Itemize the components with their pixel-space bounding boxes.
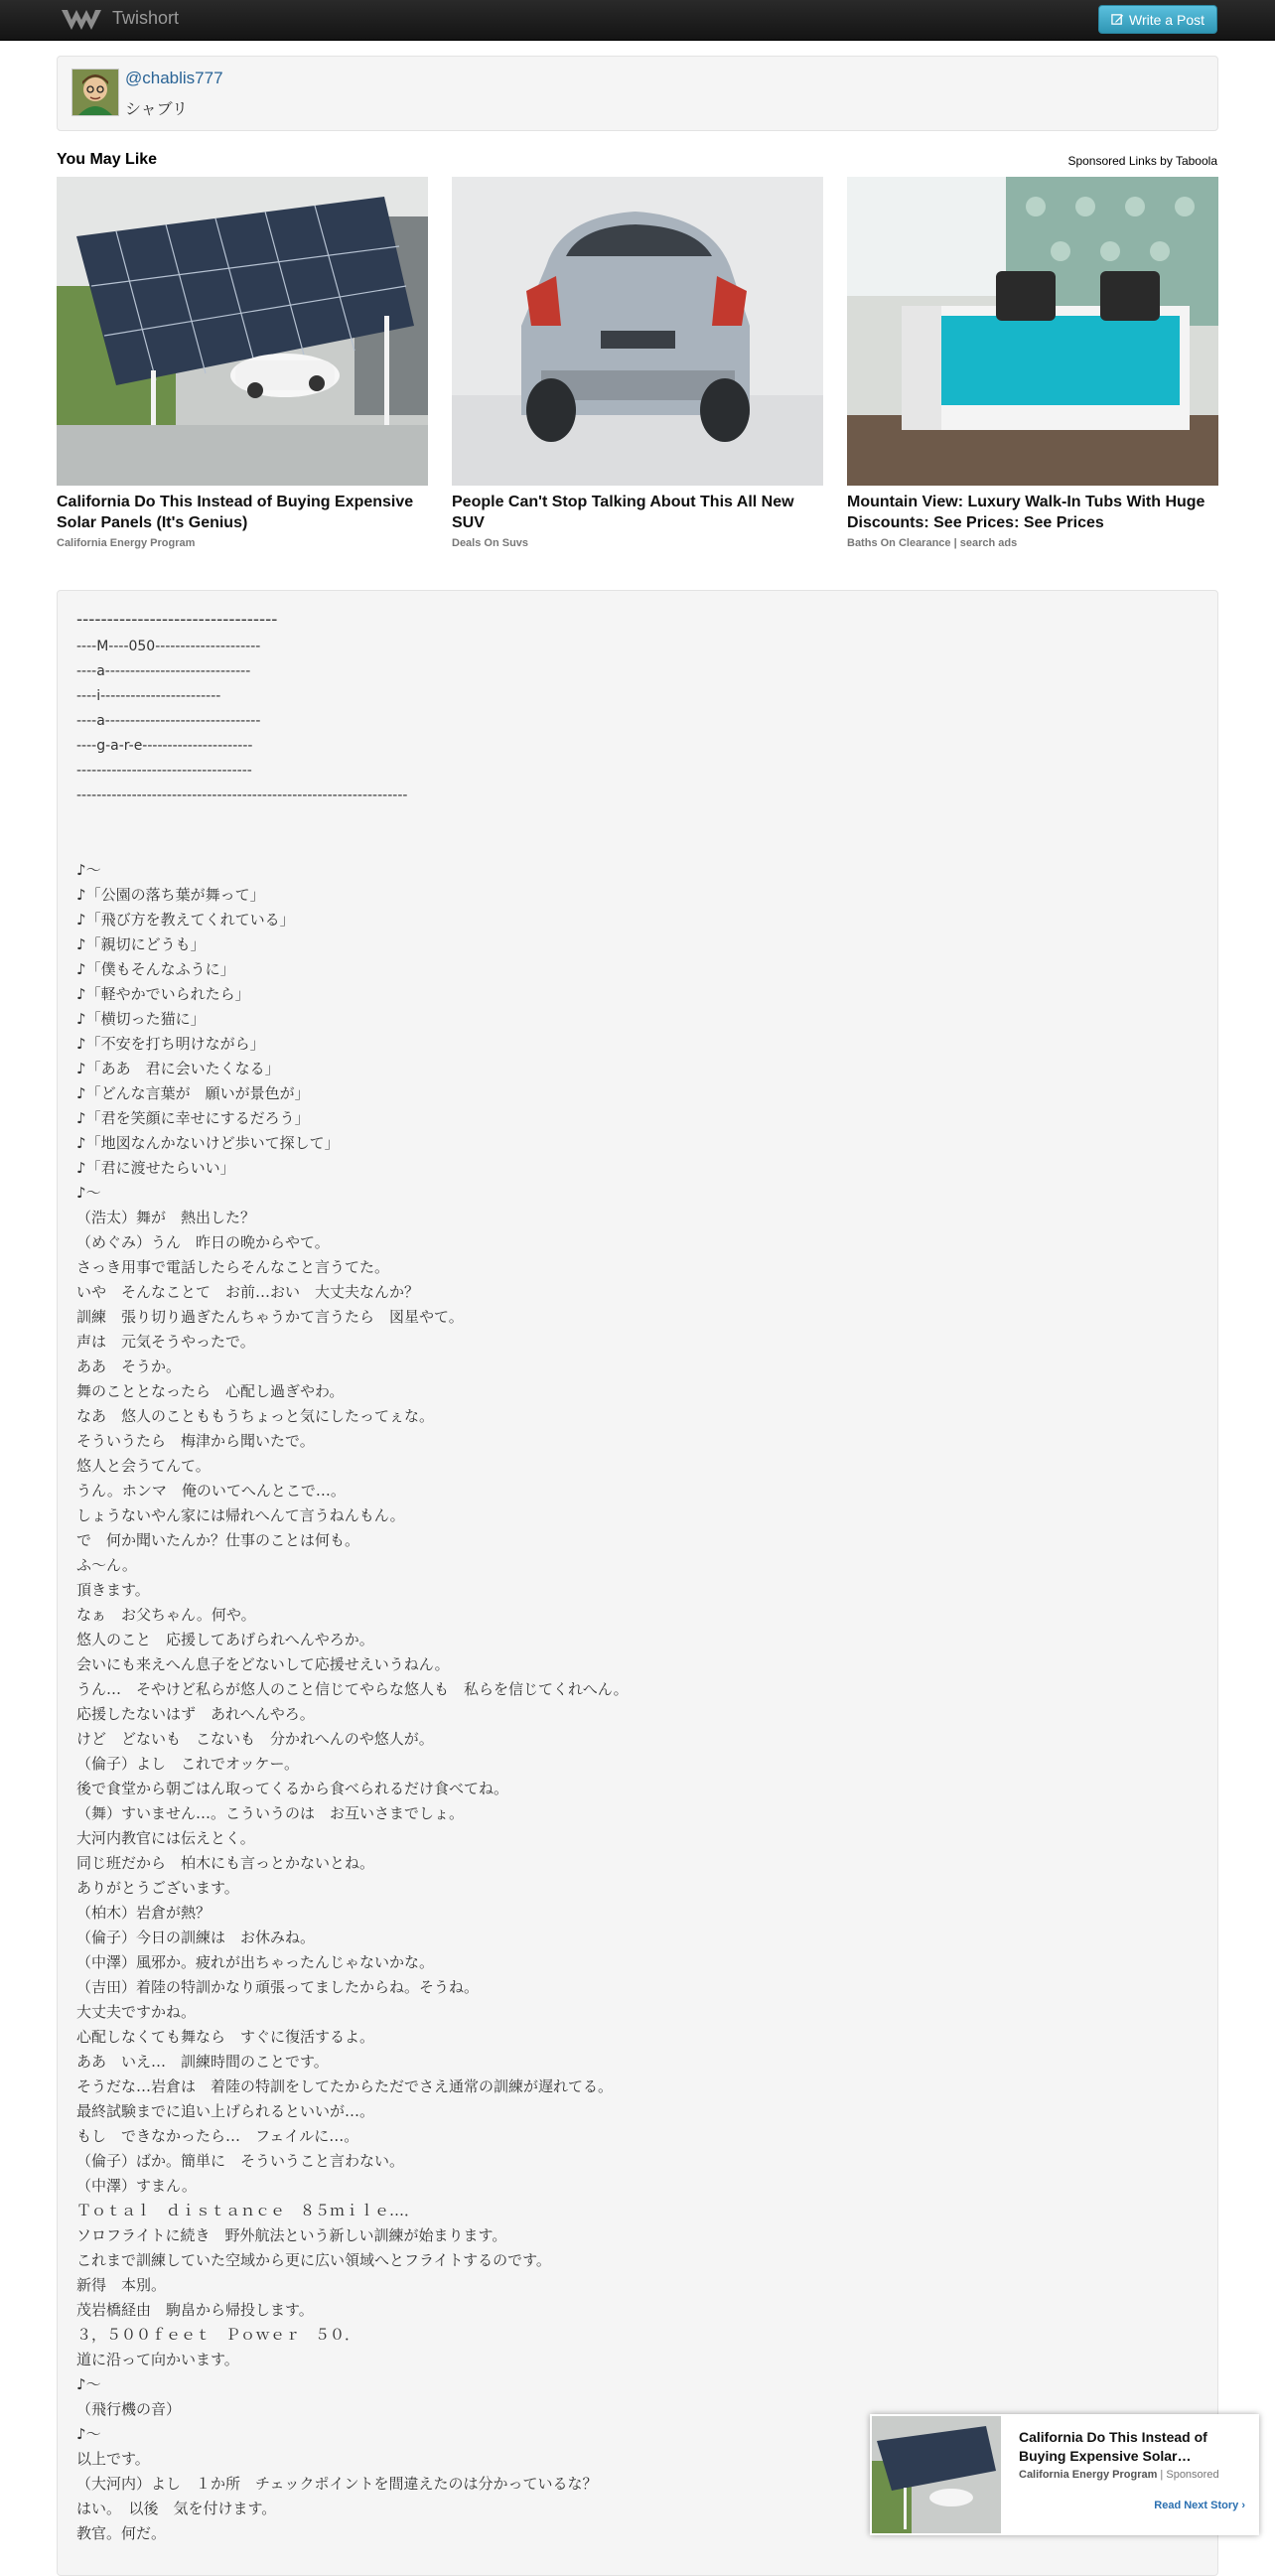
floating-ad-image[interactable] [872,2416,1001,2533]
post-line: 舞のこととなったら 心配し過ぎやわ。 [76,1382,345,1400]
post-line: 後で食堂から朝ごはん取ってくるから食べられるだけ食べてね。 [76,1780,509,1797]
write-post-button[interactable] [1098,5,1217,34]
ad-card-solar[interactable] [57,177,428,549]
ad-image-suv[interactable] [452,177,823,486]
floating-ad-title[interactable]: California Do This Instead of Buying Expensive Solar… [1019,2429,1207,2464]
brand-name[interactable]: Twishort [112,8,180,28]
ad-source[interactable]: Baths On Clearance | search ads [847,537,1018,549]
post-line: 新得 本別。 [76,2276,167,2294]
post-line: ♪「僕もそんなふうに」 [76,960,235,978]
chevron-right-icon: › [1241,2500,1245,2511]
post-line: 以上です。 [76,2450,150,2468]
post-line: （大河内）よし １か所 チェックポイントを間違えたのは分かっているな？ [76,2475,598,2493]
post-line: ３，５００ｆｅｅｔ Ｐｏｗｅｒ ５０． [76,2326,360,2344]
post-line: （倫子）よし これでオッケー。 [76,1755,299,1773]
post-line: --------------------------------- [76,610,278,630]
post-line: 大河内教官には伝えとく。 [76,1829,255,1847]
ad-title[interactable]: Mountain View: Luxury Walk-In Tubs With Huge Discounts: See Prices: See Prices [847,494,1205,531]
post-line: ♪「ああ 君に会いたくなる」 [76,1060,280,1077]
post-line: ♪「横切った猫に」 [76,1010,206,1028]
post-line: ♪～ [76,1184,101,1202]
author-panel [57,56,1218,131]
post-line: ♪「君を笑顔に幸せにするだろう」 [76,1109,310,1127]
post-line: 声は 元気そうやったで。 [76,1333,255,1351]
post-line: もし できなかったら… フェイルに…。 [76,2127,359,2145]
post-line: そういうたら 梅津から聞いたで。 [76,1432,315,1450]
post-line: 心配しなくても舞なら すぐに復活するよ。 [76,2028,375,2046]
post-line: ♪～ [76,861,101,879]
post-line: ♪「地図なんかないけど歩いて探して」 [76,1134,340,1152]
post-line: うん… そやけど私らが悠人のこと信じてやらな悠人も 私らを信じてくれへん。 [76,1680,629,1698]
ad-source[interactable]: California Energy Program [57,537,196,549]
post-line: ♪「不安を打ち明けながら」 [76,1035,265,1053]
ad-title[interactable]: California Do This Instead of Buying Expensive Solar Panels (It's Genius) [57,494,414,531]
post-line: 同じ班だから 柏木にも言っとかないとね。 [76,1854,375,1872]
post-panel [57,590,1218,2576]
post-line: ありがとうございます。 [76,1879,239,1897]
twishort-logo-icon[interactable] [58,6,105,34]
post-line: ソロフライトに続き 野外航法という新しい訓練が始まります。 [76,2226,507,2244]
post-line: ----i------------------------ [76,688,221,704]
floating-ad-source-name: California Energy Program [1019,2469,1158,2481]
post-line: 茂岩橋経由 駒畠から帰投します。 [76,2301,314,2319]
post-line: なあ 悠人のことももうちょっと気にしたってぇな。 [76,1407,435,1425]
ad-card-suv[interactable] [452,177,823,549]
post-line: ----a------------------------------- [76,713,261,729]
post-line: けど どないも こないも 分かれへんのや悠人が。 [76,1730,434,1748]
post-line: ----------------------------------- [76,763,252,779]
post-line: 応援したないはず あれへんやろ。 [76,1705,315,1723]
write-post-label: Write a Post [1129,11,1204,28]
post-line: ------------------------------------------------------------------ [76,787,408,803]
post-line: 大丈夫ですかね。 [76,2003,197,2021]
post-line: （中澤）すまん。 [76,2177,197,2195]
post-line: 悠人のこと 応援してあげられへんやろか。 [76,1631,374,1648]
post-line: ----M----050--------------------- [76,639,261,654]
post-line: ♪「軽やかでいられたら」 [76,985,250,1003]
sponsored-label: Sponsored [1166,2469,1219,2481]
post-line: はい。 以後 気を付けます。 [76,2500,277,2517]
post-line: で 何か聞いたんか？仕事のことは何も。 [76,1531,360,1549]
post-line: （吉田）着陸の特訓かなり頑張ってましたからね。そうね。 [76,1978,480,1996]
you-may-like-heading: You May Like [57,151,158,168]
ad-card-tub[interactable] [847,177,1218,549]
floating-next-story-ad[interactable] [870,2414,1259,2535]
post-line: しょうないやん家には帰れへんて言うねんもん。 [76,1506,405,1524]
post-line: （倫子）ばか。簡単に そういうこと言わない。 [76,2152,405,2170]
post-line [76,808,1198,833]
ad-image-walk-in-tub[interactable] [847,177,1218,486]
post-line: ♪「公園の落ち葉が舞って」 [76,886,265,904]
post-line: ♪～ [76,2425,101,2443]
ad-image-solar-carport[interactable] [57,177,428,486]
post-line: 訓練 張り切り過ぎたんちゃうかて言うたら 図星やて。 [76,1308,464,1326]
post-line: （浩太）舞が 熱出した？ [76,1209,256,1226]
post-line: （飛行機の音） [76,2400,182,2418]
post-line: さっき用事で電話したらそんなこと言うてた。 [76,1258,390,1276]
read-next-story-link[interactable] [1154,2500,1245,2511]
post-line: ----a----------------------------- [76,663,251,679]
floating-ad-source: California Energy Program | Sponsored [1019,2469,1219,2481]
post-line: なぁ お父ちゃん。何や。 [76,1606,256,1624]
post-line: （舞）すいません…。こういうのは お互いさまでしょ。 [76,1804,465,1822]
username-link[interactable]: @chablis777 [125,69,223,87]
post-line: うん。ホンマ 俺のいてへんとこで…。 [76,1482,346,1500]
post-line: （めぐみ）うん 昨日の晩からやて。 [76,1233,330,1251]
post-line: Ｔｏｔａｌ ｄｉｓｔａｎｃｅ ８５ｍｉｌｅ…． [76,2202,420,2219]
post-line: 頂きます。 [76,1581,150,1599]
post-line: 悠人と会うてんて。 [76,1457,211,1475]
post-line: ふ～ん。 [76,1556,137,1574]
display-name: シャブリ [125,99,189,118]
post-line: （柏木）岩倉が熱？ [76,1904,212,1922]
post-line: （中澤）風邪か。疲れが出ちゃったんじゃないかな。 [76,1953,435,1971]
edit-icon [1111,13,1124,26]
post-line: そうだな…岩倉は 着陸の特訓をしてたからただでさえ通常の訓練が遅れてる。 [76,2077,614,2095]
ad-source[interactable]: Deals On Suvs [452,537,529,549]
avatar-image-icon [72,70,118,115]
sponsored-links-label[interactable]: Sponsored Links by Taboola [1067,154,1217,168]
post-line: ♪～ [76,2375,101,2393]
post-line: ああ いえ… 訓練時間のことです。 [76,2053,329,2071]
post-line: ♪「君に渡せたらいい」 [76,1159,235,1177]
post-line: 教官。何だ。 [76,2524,167,2542]
post-line: 会いにも来えへん息子をどないして応援せえいうねん。 [76,1655,450,1673]
post-line: これまで訓練していた空域から更に広い領域へとフライトするのです。 [76,2251,551,2269]
post-line: ♪「飛び方を教えてくれている」 [76,911,295,929]
post-line: ----g-a-r-e---------------------- [76,738,253,754]
read-next-label: Read Next Story [1154,2500,1239,2511]
post-line: （倫子）今日の訓練は お休みね。 [76,1929,316,1946]
ad-title[interactable]: People Can't Stop Talking About This All New SUV [452,494,794,531]
post-line: いや そんなことて お前…おい 大丈夫なんか？ [76,1283,420,1301]
avatar[interactable] [71,69,119,116]
post-body [76,605,1198,2546]
post-line [76,833,1198,858]
post-line: ああ そうか。 [76,1358,182,1375]
post-line: ♪「どんな言葉が 願いが景色が」 [76,1084,310,1102]
post-line: 最終試験までに追い上げられるといいが…。 [76,2102,375,2120]
post-line: ♪「親切にどうも」 [76,935,206,953]
top-navbar [0,0,1275,41]
post-line: 道に沿って向かいます。 [76,2351,239,2368]
